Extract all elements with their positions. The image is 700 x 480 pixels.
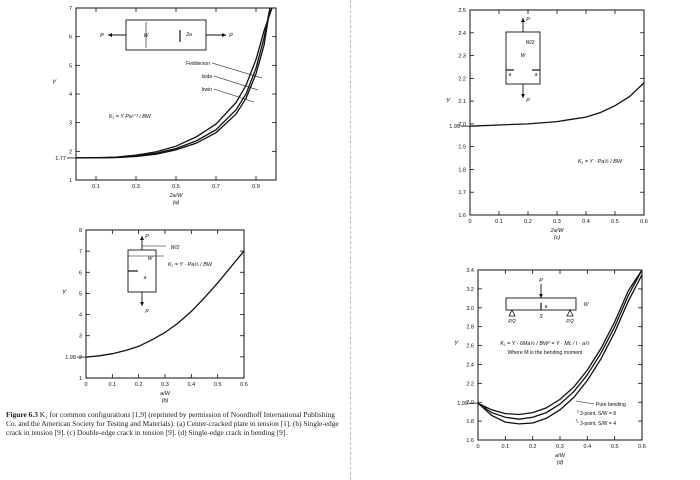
x-tick-label: 0.4: [582, 219, 590, 225]
y-tick-label: 2.6: [466, 343, 474, 350]
arrow-head-bottom: [521, 94, 525, 98]
support-left: [509, 310, 515, 316]
arrow-head-left: [108, 33, 112, 37]
panel-label: (b): [161, 398, 169, 404]
y-tick-label: 1.6: [458, 213, 466, 219]
legend-d: [576, 401, 626, 427]
x-tick-label: 0.5: [213, 382, 222, 388]
crack-label: a: [544, 304, 548, 310]
arrow-head-bottom: [140, 302, 144, 306]
x-tick-label: 0.5: [172, 184, 180, 190]
y-tick-label: 1: [78, 376, 82, 382]
legend-label-2: Isida: [201, 74, 212, 80]
y-tick-label: 2.2: [458, 76, 466, 83]
x-tick-label: 0: [468, 219, 472, 225]
half-width-label: W/2: [170, 245, 180, 251]
crack-label: 2a: [186, 32, 192, 38]
y-tick-label: 1.8: [458, 167, 466, 174]
x-tick-label: 0.4: [187, 382, 196, 388]
crack-label-right: a: [534, 72, 538, 78]
load-label-bottom: P: [526, 98, 530, 104]
x-tick-label: 0.6: [640, 219, 648, 225]
y-tick-label: 1.9: [458, 144, 466, 151]
x-tick-label: 0.6: [240, 382, 248, 388]
formula-text: K₁ = Y Pa¹ᐟ² / BW: [109, 114, 151, 120]
legend-leader-1: [576, 401, 594, 404]
x-tick-label: 0.3: [553, 219, 561, 225]
width-label: W: [147, 256, 153, 262]
x-tick-label: 0.1: [108, 382, 117, 388]
formula-text: K₁ = Y · Pa½ / BW: [168, 262, 212, 268]
width-label: W: [583, 302, 589, 308]
sketch-b: [128, 234, 180, 315]
y-tick-label: 2: [68, 149, 72, 156]
ref-value-label: 1.99: [457, 401, 468, 408]
plate-outline: [126, 20, 206, 50]
series-line-1: [470, 83, 644, 126]
y-tick-label: 4: [78, 312, 82, 319]
sketch-a: [100, 20, 233, 50]
legend-leader-3: [576, 419, 578, 423]
x-axis-label: 2a/W: [550, 228, 564, 234]
legend-label-1: Pure bending: [596, 402, 626, 408]
y-tick-label: 7: [68, 6, 72, 12]
plot-frame: [86, 230, 244, 378]
formula-text: K₁ = Y · 6Ma½ / BW² = Y · Mc / I · a½: [500, 341, 590, 347]
x-tick-label: 0: [84, 382, 88, 388]
legend-leader-3: [214, 89, 254, 102]
y-tick-label: 1: [68, 178, 72, 184]
y-tick-label: 2.2: [466, 381, 474, 388]
legend-label-3: Irwin: [201, 87, 212, 93]
y-tick-label: 2: [78, 354, 82, 361]
x-tick-label: 0.2: [524, 219, 532, 225]
half-width-label: W/2: [525, 40, 535, 46]
y-tick-label: 7: [78, 249, 82, 256]
y-tick-label: 6: [68, 34, 72, 41]
x-tick-label: 0.6: [638, 444, 646, 450]
width-label: W: [520, 53, 526, 59]
y-tick-label: 3: [68, 120, 72, 127]
support-label-right: P/2: [566, 319, 574, 325]
y-tick-label: 1.8: [466, 419, 474, 426]
support-label-left: P/2: [508, 319, 516, 325]
legend-label-3: 3-point, S/W = 4: [580, 421, 616, 427]
caption-text: K₁ for common configurations [1,9] (reprinted by permission of Noordhoff International Publishing Co. and the American Society for Testing and Materials). (a) Center-cracked plate in tension [1]. (b) Single-edge crack in tension [9]. (c) Double-edge crack in tension [9]. (d) Single-edge crack in bending [9].: [6, 410, 339, 438]
legend-label-2: 3-point, S/W = 8: [580, 411, 616, 417]
legend-label-1: Fedderson: [186, 61, 210, 67]
y-tick-label: 3.0: [466, 305, 474, 312]
x-tick-label: 0: [476, 444, 480, 450]
load-label-top: P: [526, 17, 530, 23]
y-tick-label: 1.6: [466, 438, 474, 444]
x-tick-label: 0.1: [92, 184, 100, 190]
crack-label: a: [143, 275, 147, 281]
x-tick-label: 0.1: [495, 219, 503, 225]
y-tick-label: 2.3: [458, 53, 466, 60]
y-tick-label: 2.0: [458, 121, 466, 128]
x-tick-label: 0.2: [528, 444, 537, 450]
x-tick-label: 0.5: [611, 219, 619, 225]
plot-frame: [470, 10, 644, 215]
y-tick-label: 3: [78, 333, 82, 340]
legend-leader-2: [214, 76, 258, 90]
caption-label: Figure 6.3: [6, 410, 38, 419]
y-tick-label: 2.4: [458, 30, 466, 37]
y-tick-label: 2.4: [466, 362, 474, 369]
x-tick-label: 0.2: [134, 382, 143, 388]
load-label-top: P: [539, 278, 543, 284]
y-tick-label: 2.8: [466, 324, 474, 331]
load-label-bottom: P: [145, 309, 149, 315]
y-tick-label: 2.5: [458, 8, 466, 14]
y-tick-label: 5: [68, 63, 72, 70]
y-tick-label: 5: [78, 291, 82, 298]
chart-panel-c: [446, 8, 648, 241]
load-label-top: P: [145, 234, 149, 240]
x-tick-label: 0.1: [501, 444, 510, 450]
support-right: [567, 310, 573, 316]
x-axis-label: a/W: [160, 391, 170, 397]
y-tick-label: 2.0: [466, 400, 474, 407]
arrow-head-top: [140, 236, 144, 240]
arrow-head-top: [521, 18, 525, 22]
x-tick-label: 0.4: [583, 444, 592, 450]
y-tick-label: 3.2: [466, 286, 474, 293]
y-axis-label: Y: [51, 79, 57, 86]
formula-note: Where M is the bending moment: [507, 350, 583, 356]
width-label: W: [143, 33, 149, 39]
ref-value-label: 1.77: [55, 155, 66, 162]
x-tick-label: 0.3: [556, 444, 564, 450]
y-tick-label: 3.4: [466, 268, 474, 274]
x-axis-label: a/W: [555, 453, 565, 459]
series-line-1: [86, 251, 244, 357]
y-tick-label: 1.7: [458, 190, 466, 197]
load-label-right: P: [229, 33, 233, 39]
figure-caption: [6, 410, 346, 438]
y-tick-label: 6: [78, 270, 82, 277]
y-axis-label: Y: [61, 289, 67, 296]
arrow-head-right: [222, 33, 226, 37]
y-tick-label: 2.1: [458, 99, 466, 106]
arrow-head-top: [539, 294, 543, 298]
formula-text: K₁ = Y · Pa½ / BW: [578, 159, 622, 165]
y-tick-label: 8: [78, 228, 82, 234]
sketch-c: [506, 17, 540, 104]
x-tick-label: 0.9: [252, 184, 260, 190]
ref-value-label: 1.99: [65, 355, 76, 362]
panel-label: (a): [172, 200, 180, 206]
y-axis-label: Y: [445, 97, 451, 105]
panel-label: (d): [556, 460, 564, 466]
sketch-d: [506, 278, 590, 325]
y-axis-label: Y: [453, 340, 459, 347]
ref-value-label: 1.99: [449, 124, 460, 131]
span-label: S: [539, 314, 543, 320]
x-tick-label: 0.7: [212, 184, 220, 190]
load-label-left: P: [100, 33, 104, 39]
x-tick-label: 0.5: [610, 444, 619, 450]
x-axis-label: 2a/W: [169, 193, 183, 199]
crack-label-left: a: [508, 72, 512, 78]
x-tick-label: 0.3: [132, 184, 140, 190]
x-tick-label: 0.3: [161, 382, 169, 388]
panel-label: (c): [553, 235, 561, 241]
y-tick-label: 4: [68, 92, 72, 98]
